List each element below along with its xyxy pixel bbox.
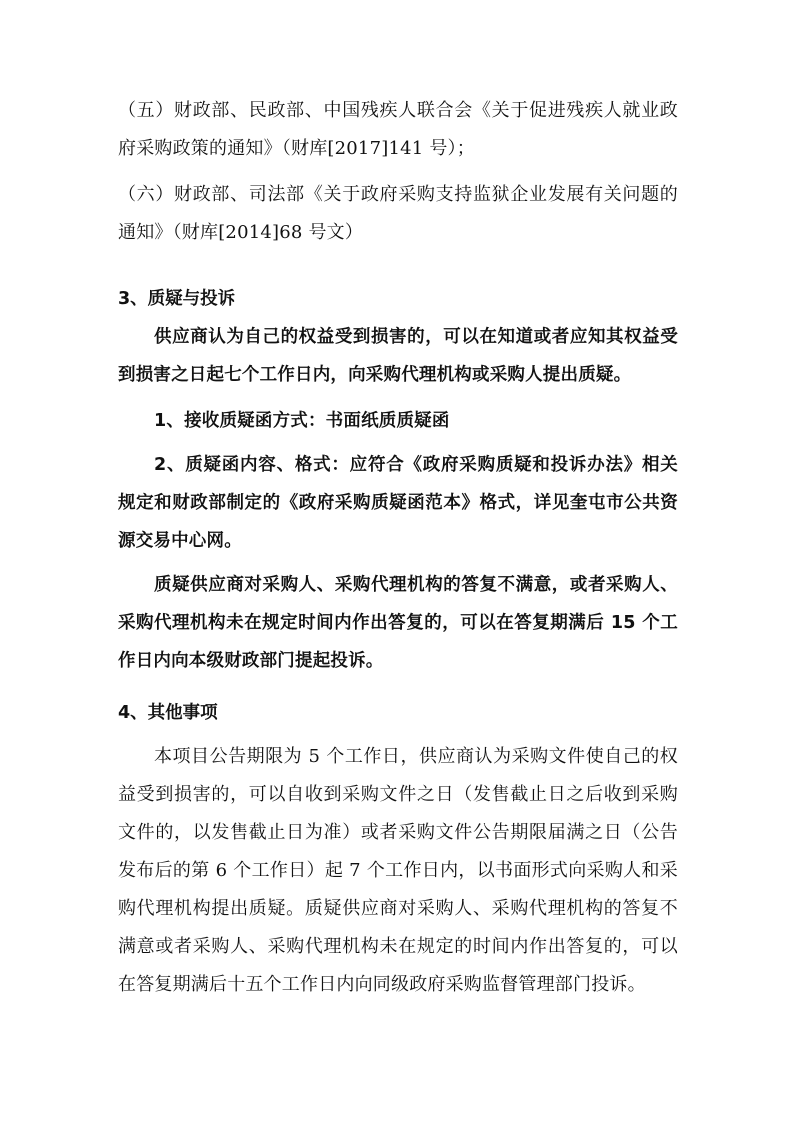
section-3-subitem-2: 2、质疑函内容、格式：应符合《政府采购质疑和投诉办法》相关规定和财政部制定的《政府采购质疑函范本》格式，详见奎屯市公共资源交易中心网。 bbox=[118, 455, 678, 551]
section-3-heading: 3、质疑与投诉 bbox=[118, 289, 236, 309]
section-3-paragraph-1: 供应商认为自己的权益受到损害的，可以在知道或者应知其权益受到损害之日起七个工作日内，向采购代理机构或采购人提出质疑。 bbox=[118, 327, 678, 385]
regulation-item-5: （五）财政部、民政部、中国残疾人联合会《关于促进残疾人就业政府采购政策的通知》（财库[2017]141 号）； bbox=[118, 100, 678, 159]
section-4-heading: 4、其他事项 bbox=[118, 703, 218, 723]
section-4-paragraph-1: 本项目公告期限为 5 个工作日，供应商认为采购文件使自己的权益受到损害的，可以自收到采购文件之日（发售截止日之后收到采购文件的，以发售截止日为准）或者采购文件公告期限届满之日（公告发布后的第 6 个工作日）起 7 个工作日内，以书面形式向采购人和采购代理机构提出质疑。质疑供应商对采购人、采购代理机构的答复不满意或者采购人、采购代理机构未在规定的时间内作出答复的，可以在答复期满后十五个工作日内向同级政府采购监督管理部门投诉。 bbox=[118, 746, 678, 995]
section-3-paragraph-2: 质疑供应商对采购人、采购代理机构的答复不满意，或者采购人、采购代理机构未在规定时间内作出答复的，可以在答复期满后 15 个工作日内向本级财政部门提起投诉。 bbox=[118, 575, 678, 671]
section-3-subitem-1: 1、接收质疑函方式：书面纸质质疑函 bbox=[154, 411, 450, 431]
regulation-item-6: （六）财政部、司法部《关于政府采购支持监狱企业发展有关问题的通知》（财库[2014]68 号文） bbox=[118, 184, 678, 243]
